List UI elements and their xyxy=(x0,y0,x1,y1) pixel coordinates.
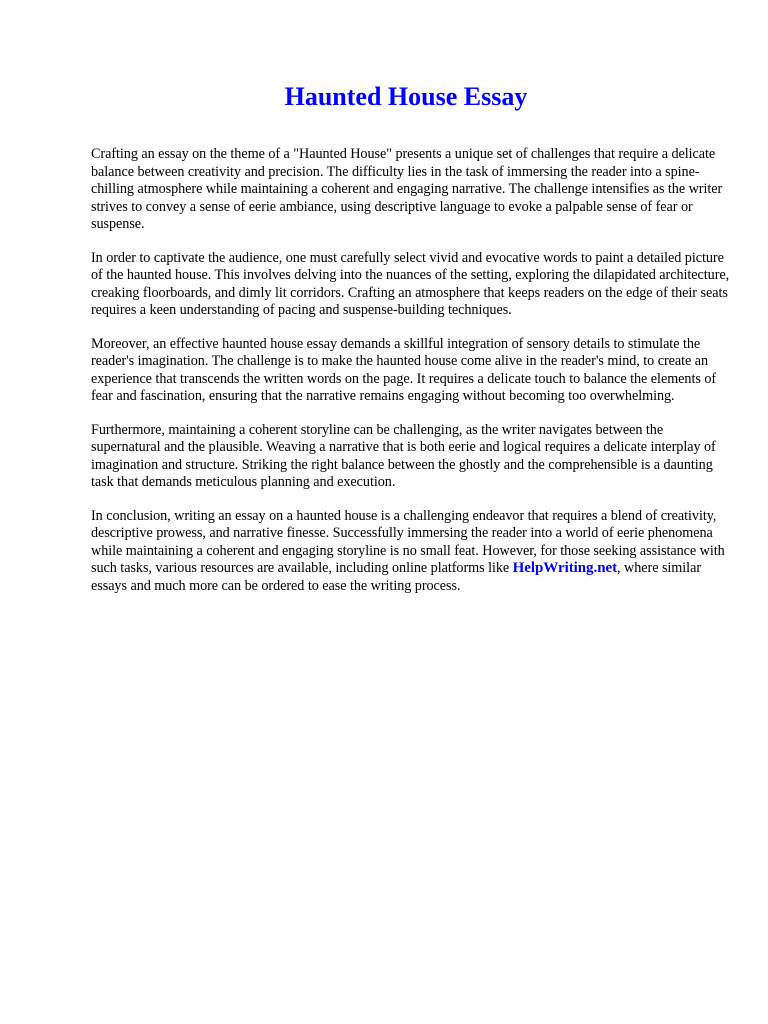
conclusion-text-after-link: , where similar essays and much more can be ordered to ease the writing process. xyxy=(91,560,701,594)
paragraph-2: In order to captivate the audience, one must carefully select vivid and evocative words to paint a detailed picture of the haunted house. This involves delving into the nuances of the setting, exploring the dilapidated architecture, creaking floorboards, and dimly lit corridors. Crafting an atmosphere that keeps readers on the edge of their seats requires a keen understanding of pacing and suspense-building techniques. xyxy=(91,249,730,318)
helpwriting-link[interactable]: HelpWriting.net xyxy=(512,560,618,576)
essay-body xyxy=(91,146,731,611)
paragraph-3: Moreover, an effective haunted house essay demands a skillful integration of sensory details to stimulate the reader's imagination. The challenge is to make the haunted house come alive in the reader's mind, to create an experience that transcends the written words on the page. It requires a delicate touch to balance the elements of fear and fascination, ensuring that the narrative remains engaging without becoming too overwhelming. xyxy=(91,335,717,404)
paragraph-1: Crafting an essay on the theme of a "Haunted House" presents a unique set of challenges that require a delicate balance between creativity and precision. The difficulty lies in the task of immersing the reader into a spine-chilling atmosphere while maintaining a coherent and engaging narrative. The challenge intensifies as the writer strives to convey a sense of eerie ambiance, using descriptive language to evoke a palpable sense of fear or suspense. xyxy=(91,146,723,232)
page-title: Haunted House Essay xyxy=(284,82,528,111)
conclusion-text-before-link: In conclusion, writing an essay on a haunted house is a challenging endeavor that requires a blend of creativity, descriptive prowess, and narrative finesse. Successfully immersing the reader into a world of eerie phenomena while maintaining a coherent and engaging storyline is no small feat. However, for those seeking assistance with such tasks, various resources are available, including online platforms like xyxy=(91,507,725,576)
paragraph-conclusion xyxy=(91,508,731,596)
paragraph-4: Furthermore, maintaining a coherent storyline can be challenging, as the writer navigates between the supernatural and the plausible. Weaving a narrative that is both eerie and logical requires a delicate interplay of imagination and structure. Striking the right balance between the ghostly and the comprehensible is a daunting task that demands meticulous planning and execution. xyxy=(91,421,716,490)
